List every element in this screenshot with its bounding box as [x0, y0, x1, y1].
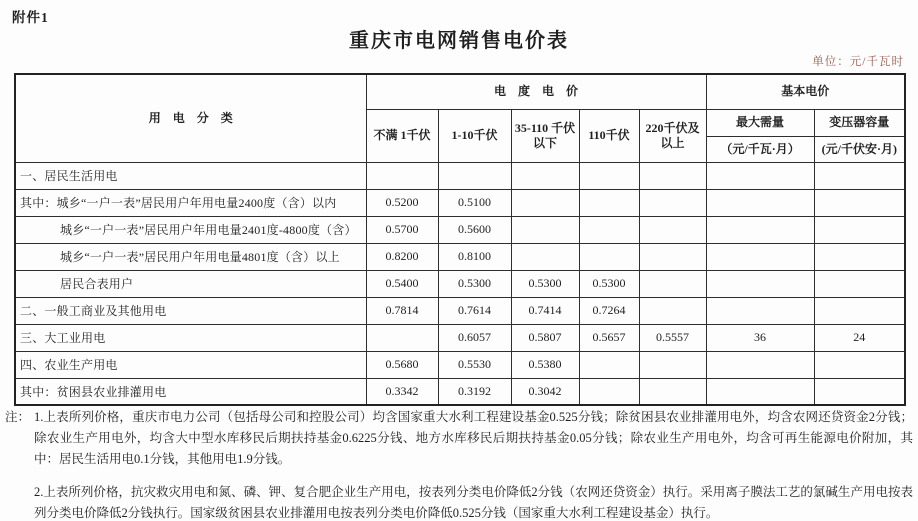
- table-row: [15, 189, 905, 216]
- price-cell: [706, 162, 814, 189]
- price-cell: [706, 216, 814, 243]
- price-cell: 0.3192: [438, 378, 511, 405]
- row-label: 二、一般工商业及其他用电: [15, 297, 366, 324]
- col-header-transformer-unit: (元/千伏安·月): [814, 136, 905, 162]
- price-cell: [639, 243, 706, 270]
- price-cell: 24: [814, 324, 905, 351]
- col-header-220kv-up: 220千伏及以上: [639, 109, 706, 162]
- header-row-groups: [15, 74, 905, 109]
- price-cell: 0.5300: [438, 270, 511, 297]
- row-label: 三、大工业用电: [15, 324, 366, 351]
- price-cell: [706, 189, 814, 216]
- page-title: 重庆市电网销售电价表: [349, 30, 569, 52]
- col-header-max-demand: 最大需量: [706, 109, 814, 136]
- price-cell: [814, 351, 905, 378]
- price-cell: 0.5657: [579, 324, 639, 351]
- price-cell: 0.5680: [366, 351, 438, 378]
- row-label: 城乡“一户一表”居民用户年用电量2401度-4800度（含）: [15, 216, 366, 243]
- price-cell: [639, 270, 706, 297]
- price-cell: [706, 351, 814, 378]
- row-label: 一、居民生活用电: [15, 162, 366, 189]
- price-cell: [814, 243, 905, 270]
- col-header-1-10kv: 1-10千伏: [438, 109, 511, 162]
- price-cell: [511, 216, 579, 243]
- table-row: [15, 378, 905, 405]
- price-cell: 0.7414: [511, 297, 579, 324]
- price-cell: 0.6057: [438, 324, 511, 351]
- price-cell: [639, 351, 706, 378]
- price-cell: 0.5400: [366, 270, 438, 297]
- price-cell: [706, 297, 814, 324]
- price-cell: [366, 162, 438, 189]
- price-cell: [706, 243, 814, 270]
- price-cell: [579, 243, 639, 270]
- price-cell: 0.5200: [366, 189, 438, 216]
- row-label: 四、农业生产用电: [15, 351, 366, 378]
- price-cell: 36: [706, 324, 814, 351]
- price-cell: [814, 189, 905, 216]
- price-cell: 0.5300: [511, 270, 579, 297]
- price-cell: 0.3342: [366, 378, 438, 405]
- price-cell: [814, 378, 905, 405]
- col-header-category: 用 电 分 类: [15, 74, 366, 162]
- price-cell: [639, 378, 706, 405]
- price-cell: [438, 162, 511, 189]
- price-cell: [511, 162, 579, 189]
- price-cell: 0.5300: [579, 270, 639, 297]
- price-cell: [366, 324, 438, 351]
- unit-note: 单位：元/千瓦时: [812, 56, 904, 68]
- row-label: 城乡“一户一表”居民用户年用电量4801度（含）以上: [15, 243, 366, 270]
- price-cell: [639, 216, 706, 243]
- price-cell: 0.5557: [639, 324, 706, 351]
- price-cell: [814, 216, 905, 243]
- price-cell: 0.5100: [438, 189, 511, 216]
- price-cell: [706, 270, 814, 297]
- col-header-110kv: 110千伏: [579, 109, 639, 162]
- price-cell: [579, 216, 639, 243]
- price-cell: 0.7264: [579, 297, 639, 324]
- price-cell: [579, 378, 639, 405]
- price-cell: [814, 162, 905, 189]
- price-cell: [639, 162, 706, 189]
- price-cell: [814, 270, 905, 297]
- row-label: 其中：贫困县农业排灌用电: [15, 378, 366, 405]
- note-1: 1.上表所列价格，重庆市电力公司（包括母公司和控股公司）均含国家重大水利工程建设基金0.525分钱；除贫困县农业排灌用电外，均含农网还贷资金2分钱；除农业生产用电外，均含大中型水库移民后期扶持基金0.6225分钱、地方水库移民后期扶持基金0.05分钱；除农业生产用电外，均含可再生能源电价附加，其中：居民生活用电0.1分钱，其他用电1.9分钱。: [34, 410, 913, 466]
- table-row: [15, 351, 905, 378]
- col-group-basic-price: 基本电价: [706, 74, 905, 109]
- price-cell: 0.8100: [438, 243, 511, 270]
- col-group-energy-price: 电 度 电 价: [366, 74, 706, 109]
- price-cell: [511, 189, 579, 216]
- electricity-price-table: [14, 73, 906, 406]
- price-cell: 0.7614: [438, 297, 511, 324]
- price-cell: [706, 378, 814, 405]
- note-2: 2.上表所列价格，抗灾救灾用电和氮、磷、钾、复合肥企业生产用电，按表列分类电价降低2分钱（农网还贷资金）执行。采用离子膜法工艺的氯碱生产用电按表列分类电价降低2分钱执行。国家级贫困县农业排灌用电按表列分类电价降低0.525分钱（国家重大水利工程建设基金）执行。: [34, 484, 913, 520]
- price-cell: [639, 189, 706, 216]
- table-row: [15, 243, 905, 270]
- price-cell: 0.5530: [438, 351, 511, 378]
- col-header-transformer-capacity: 变压器容量: [814, 109, 905, 136]
- price-cell: [579, 189, 639, 216]
- table-row: [15, 162, 905, 189]
- price-cell: 0.8200: [366, 243, 438, 270]
- row-label: 居民合表用户: [15, 270, 366, 297]
- col-header-under-1kv: 不满 1千伏: [366, 109, 438, 162]
- price-cell: 0.3042: [511, 378, 579, 405]
- price-cell: 0.7814: [366, 297, 438, 324]
- price-cell: 0.5807: [511, 324, 579, 351]
- footnotes: [5, 407, 913, 521]
- price-cell: 0.5380: [511, 351, 579, 378]
- price-cell: [579, 162, 639, 189]
- attachment-label: 附件1: [12, 10, 49, 25]
- table-row: [15, 324, 905, 351]
- price-cell: [639, 297, 706, 324]
- price-cell: [511, 243, 579, 270]
- price-cell: [814, 297, 905, 324]
- col-header-max-demand-unit: （元/千瓦·月）: [706, 136, 814, 162]
- price-cell: 0.5700: [366, 216, 438, 243]
- price-cell: [579, 351, 639, 378]
- table-row: [15, 270, 905, 297]
- row-label: 其中：城乡“一户一表”居民用户年用电量2400度（含）以内: [15, 189, 366, 216]
- notes-prefix: 注：: [5, 410, 31, 424]
- table-row: [15, 297, 905, 324]
- table-row: [15, 216, 905, 243]
- col-header-35-110kv: 35-110 千伏以下: [511, 109, 579, 162]
- price-cell: 0.5600: [438, 216, 511, 243]
